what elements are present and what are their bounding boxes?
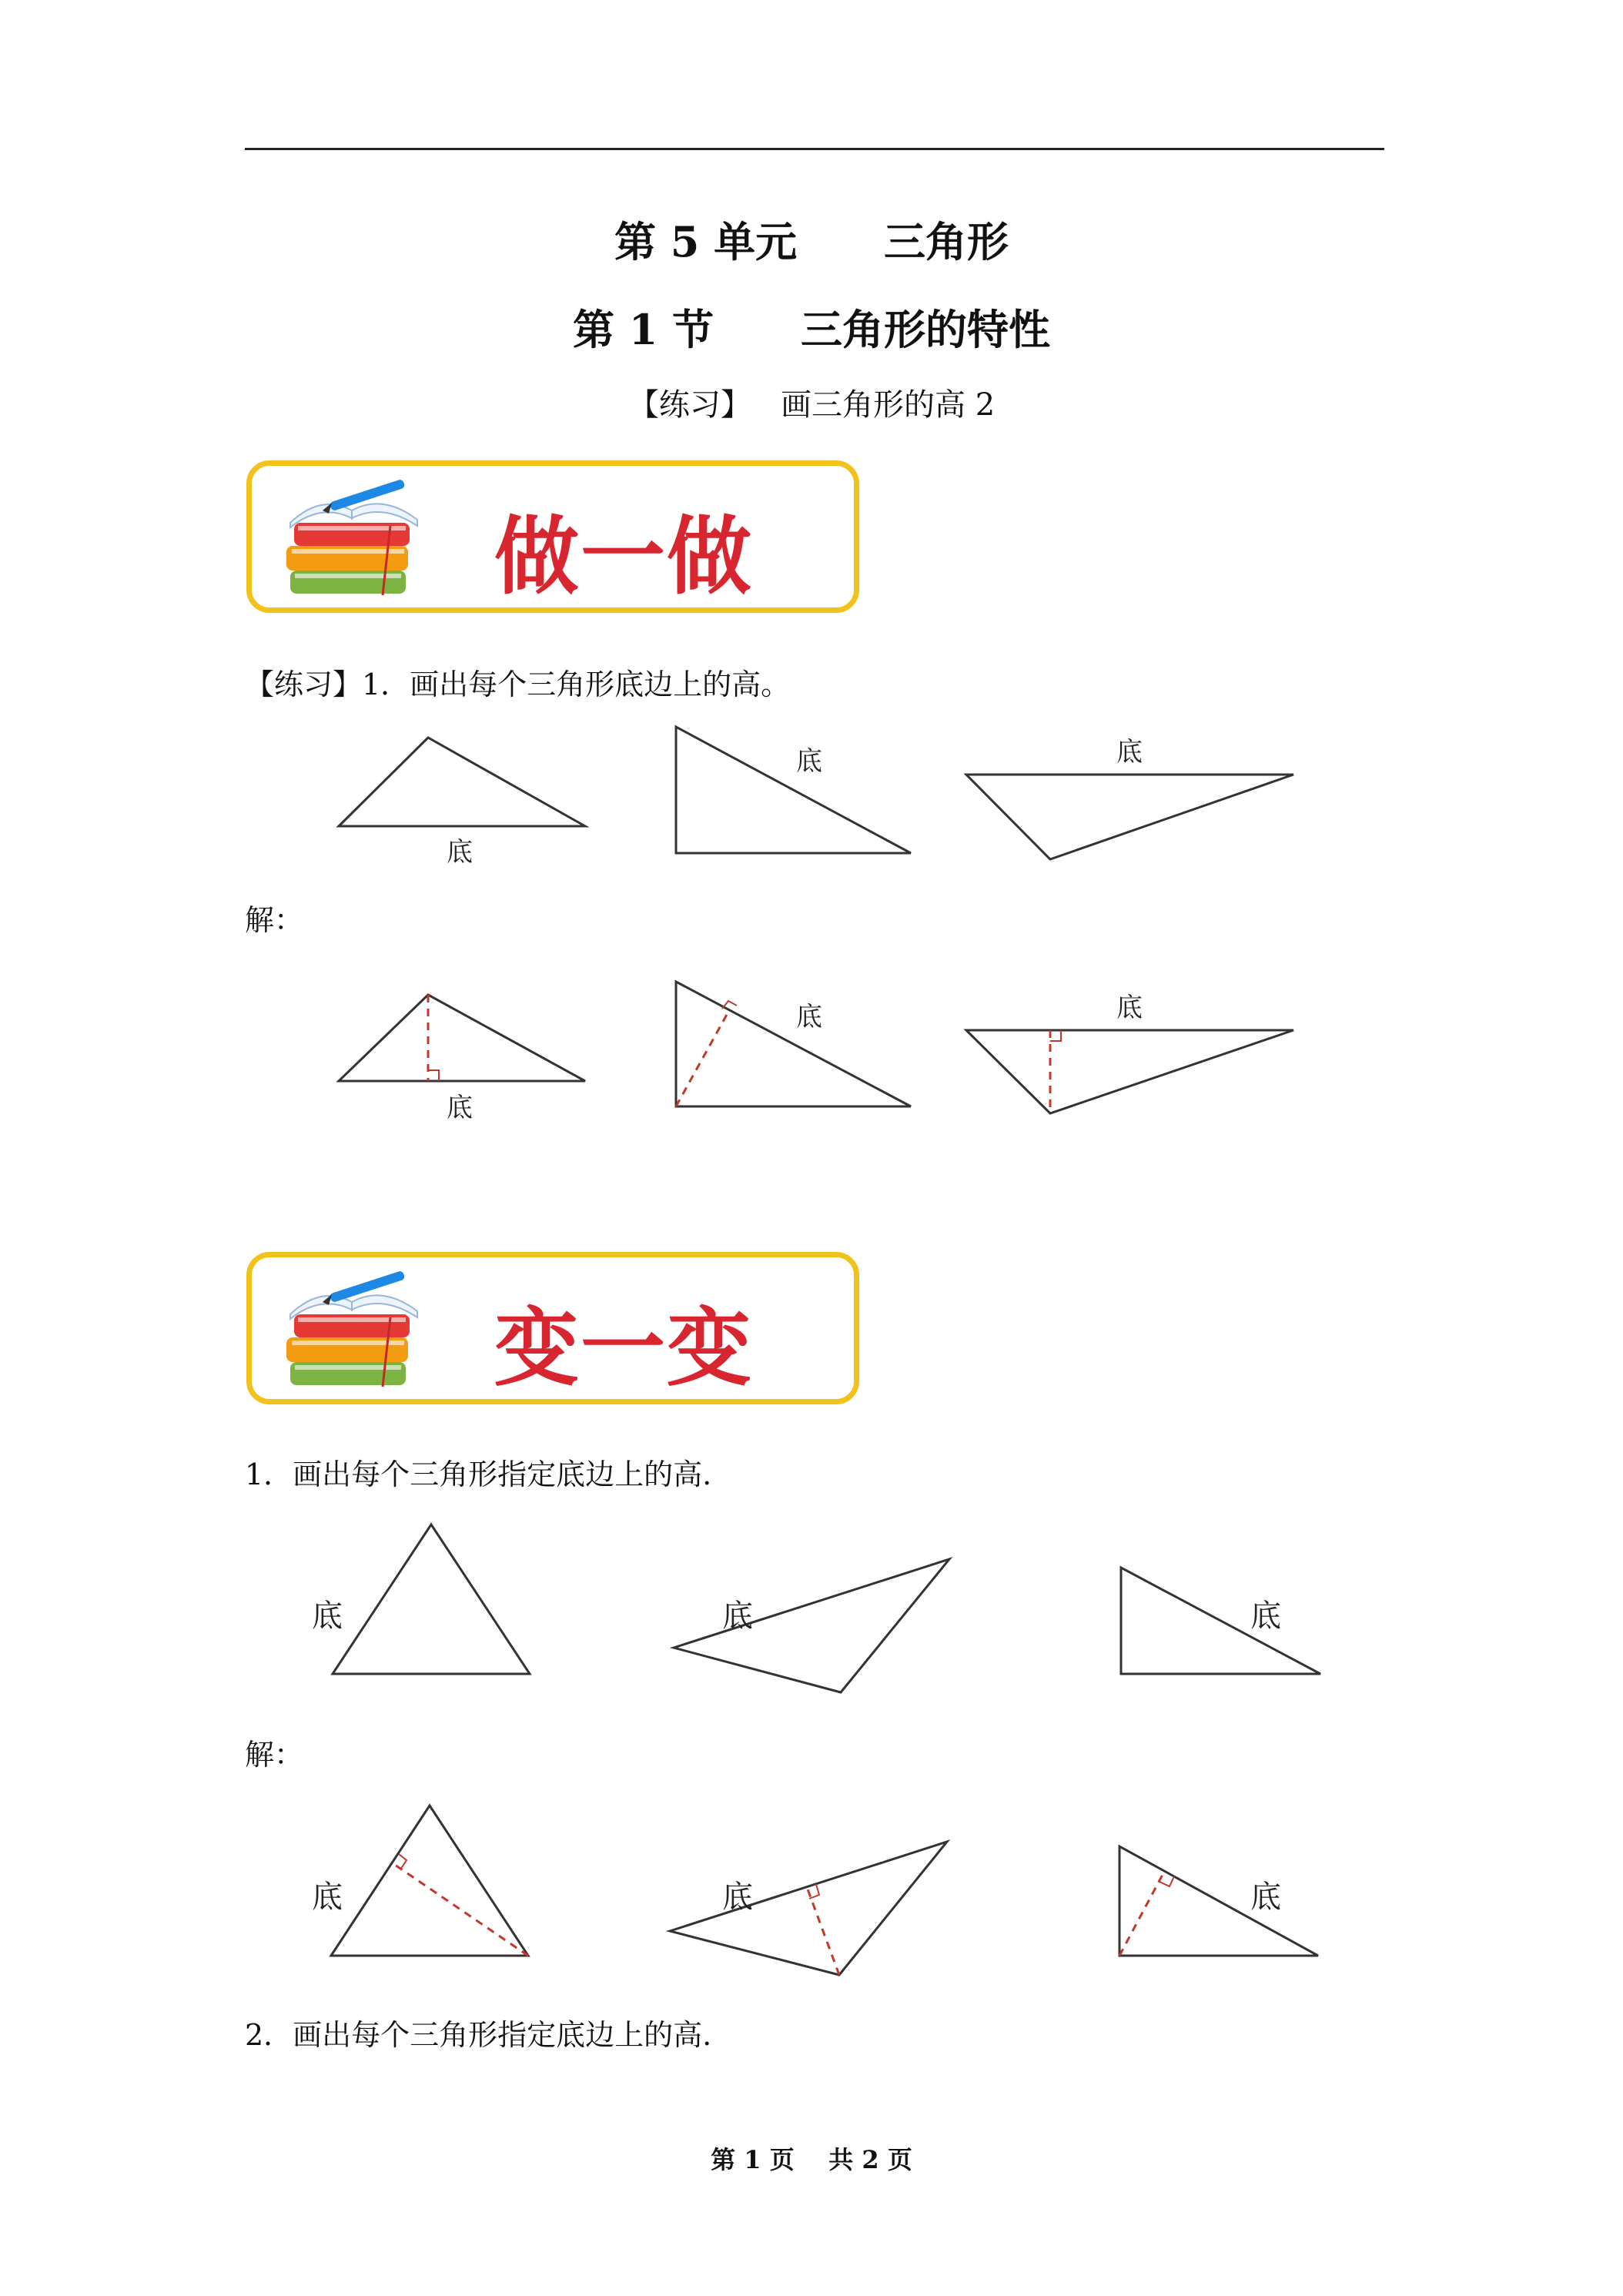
base-label-1: 底 (447, 837, 473, 868)
banner-title: 变一变 (494, 1299, 753, 1397)
answer-label-1: 解： (245, 903, 304, 937)
variation-question-2: 2．画出每个三角形指定底边上的高. (245, 2018, 712, 2052)
base-label-2: 底 (796, 746, 822, 777)
v-answer-triangle-1 (331, 1806, 528, 1956)
v-height-line-3 (1119, 1872, 1164, 1956)
practice-question: 【练习】1．画出每个三角形底边上的高。 (245, 668, 791, 701)
v-base-label-3: 底 (1250, 1598, 1281, 1634)
v-height-line-2 (807, 1887, 839, 1975)
page-number: 第 1 页 共 2 页 (711, 2145, 912, 2174)
variation-question-1: 1．画出每个三角形指定底边上的高. (245, 1458, 712, 1491)
v-answer-base-label-1: 底 (312, 1879, 343, 1915)
section-title: 第 1 节 三角形的特性 (573, 305, 1050, 354)
v-base-label-1: 底 (312, 1598, 343, 1634)
answer-base-label-2: 底 (796, 1002, 822, 1033)
lesson-title: 【练习】 画三角形的高 2 (627, 387, 996, 423)
base-label-3: 底 (1116, 737, 1143, 768)
banner-title: 做一做 (494, 507, 753, 606)
v-answer-base-label-3: 底 (1250, 1879, 1281, 1915)
v-answer-triangle-2 (670, 1842, 947, 1975)
v-height-line-1 (393, 1863, 528, 1956)
answer-base-label-3: 底 (1116, 992, 1143, 1023)
answer-base-label-1: 底 (447, 1093, 473, 1123)
answer-label-2: 解： (245, 1738, 304, 1772)
v-base-label-2: 底 (722, 1598, 753, 1634)
v-answer-base-label-2: 底 (722, 1879, 753, 1915)
unit-title: 第 5 单元 三角形 (614, 217, 1009, 266)
